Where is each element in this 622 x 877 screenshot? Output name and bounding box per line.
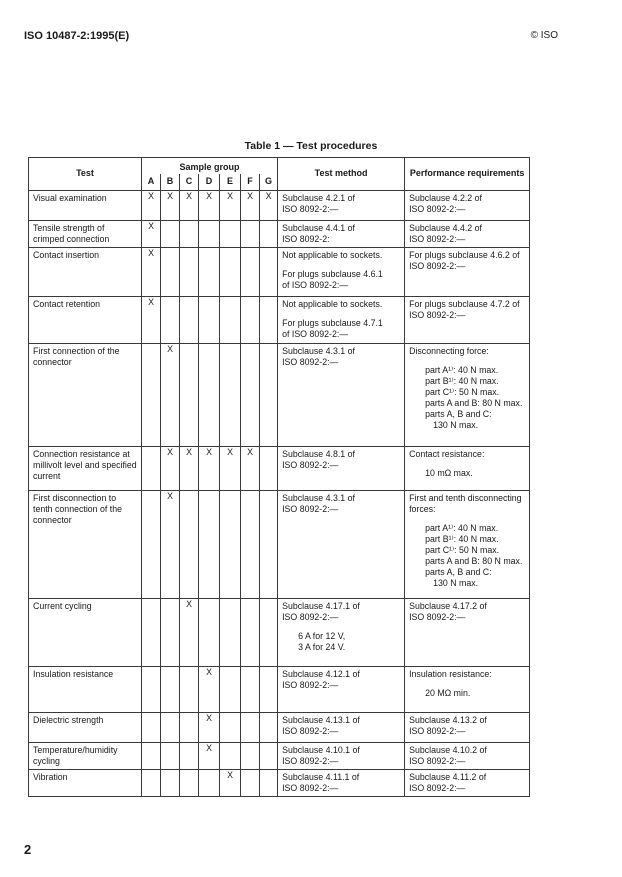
table-row <box>29 296 530 343</box>
header-sample-group: Sample group <box>142 158 278 174</box>
performance-requirement-line: ISO 8092-2:— <box>409 233 466 244</box>
sample-group-mark: X <box>161 446 180 490</box>
sample-group-mark <box>199 343 220 446</box>
test-method-line: ISO 8092-2:— <box>282 679 339 690</box>
performance-requirement <box>405 742 530 769</box>
test-procedures-table <box>28 157 530 797</box>
test-method <box>278 742 405 769</box>
performance-requirement-line: Subclause 4.4.2 of <box>409 223 482 233</box>
sample-group-mark <box>199 490 220 598</box>
sample-group-mark <box>142 742 161 769</box>
sample-group-mark <box>260 712 278 742</box>
test-method-line: Subclause 4.12.1 of <box>282 668 360 679</box>
performance-requirement-line: ISO 8092-2:— <box>409 203 466 214</box>
sample-group-mark <box>180 221 199 248</box>
sample-group-mark <box>180 490 199 598</box>
sample-group-mark <box>142 446 161 490</box>
test-method-line: ISO 8092-2:— <box>282 203 339 214</box>
sample-group-mark: X <box>180 191 199 221</box>
test-name-text: Insulation resistance <box>33 668 114 679</box>
performance-requirement-line: First and tenth disconnecting <box>409 492 522 503</box>
test-method <box>278 247 405 296</box>
performance-requirement-line: Subclause 4.10.2 of <box>409 744 487 755</box>
performance-requirement-line: Subclause 4.13.2 of <box>409 714 487 725</box>
table-row <box>29 712 530 742</box>
test-name-text: First disconnection to tenth connection of the connector <box>33 492 123 525</box>
sample-group-mark <box>180 712 199 742</box>
test-method <box>278 191 405 221</box>
sample-group-mark <box>260 343 278 446</box>
test-name <box>29 490 142 598</box>
header-test: Test <box>29 158 142 191</box>
sample-group-mark: X <box>142 247 161 296</box>
performance-requirement-line: Disconnecting force: <box>409 345 489 356</box>
performance-requirement-line: ISO 8092-2:— <box>409 782 466 793</box>
performance-requirement-detail: parts A, B and C: <box>425 566 492 577</box>
test-method <box>278 712 405 742</box>
test-name-text: Connection resistance at millivolt level and specified current <box>33 448 137 481</box>
sample-group-mark <box>161 598 180 666</box>
header-group-c: C <box>180 174 199 191</box>
sample-group-mark: X <box>142 296 161 343</box>
test-name-text: Contact insertion <box>33 249 100 260</box>
sample-group-mark: X <box>241 446 260 490</box>
performance-requirement <box>405 598 530 666</box>
document-id: ISO 10487-2:1995(E) <box>24 30 130 42</box>
test-method <box>278 296 405 343</box>
performance-requirement-detail: 10 mΩ max. <box>425 467 473 478</box>
test-method <box>278 769 405 796</box>
sample-group-mark <box>241 221 260 248</box>
test-method-line: ISO 8092-2:— <box>282 503 339 514</box>
sample-group-mark <box>260 769 278 796</box>
sample-group-mark <box>180 343 199 446</box>
test-name-text: Dielectric strength <box>33 714 104 725</box>
sample-group-mark <box>260 598 278 666</box>
sample-group-mark <box>142 769 161 796</box>
sample-group-mark: X <box>180 598 199 666</box>
sample-group-mark: X <box>199 446 220 490</box>
header-group-f: F <box>241 174 260 191</box>
sample-group-mark <box>220 247 241 296</box>
test-method-line: Subclause 4.4.1 of <box>282 223 355 233</box>
sample-group-mark: X <box>142 191 161 221</box>
sample-group-mark <box>199 221 220 248</box>
test-name <box>29 712 142 742</box>
sample-group-mark <box>241 343 260 446</box>
sample-group-mark: X <box>260 191 278 221</box>
sample-group-mark: X <box>199 742 220 769</box>
test-method <box>278 598 405 666</box>
test-method <box>278 446 405 490</box>
sample-group-mark <box>142 712 161 742</box>
header-group-a: A <box>142 174 161 191</box>
test-method-line: Subclause 4.11.1 of <box>282 771 360 782</box>
sample-group-mark: X <box>161 191 180 221</box>
test-method-line: Subclause 4.17.1 of <box>282 600 360 611</box>
test-method-line: ISO 8092-2:— <box>282 459 339 470</box>
test-name <box>29 742 142 769</box>
sample-group-mark <box>260 247 278 296</box>
performance-requirement-line: ISO 8092-2:— <box>409 755 466 766</box>
performance-requirement-line: ISO 8092-2:— <box>409 611 466 622</box>
test-method-line: of ISO 8092-2:— <box>282 328 349 339</box>
performance-requirement-detail: part C¹⁾: 50 N max. <box>425 386 500 397</box>
performance-requirement-line: Contact resistance: <box>409 448 485 459</box>
sample-group-mark <box>199 247 220 296</box>
test-method <box>278 490 405 598</box>
test-name <box>29 343 142 446</box>
sample-group-mark <box>161 666 180 712</box>
test-name <box>29 247 142 296</box>
sample-group-mark <box>260 446 278 490</box>
test-name <box>29 598 142 666</box>
sample-group-mark <box>220 343 241 446</box>
performance-requirement-line: ISO 8092-2:— <box>409 309 466 320</box>
performance-requirement <box>405 666 530 712</box>
performance-requirement-detail: part B¹⁾: 40 N max. <box>425 375 499 386</box>
sample-group-mark <box>220 296 241 343</box>
test-method-line: of ISO 8092-2:— <box>282 279 349 290</box>
sample-group-mark: X <box>180 446 199 490</box>
table-row <box>29 490 530 598</box>
performance-requirement <box>405 446 530 490</box>
sample-group-mark <box>241 666 260 712</box>
sample-group-mark <box>142 598 161 666</box>
test-name-text: First connection of the connector <box>33 345 120 367</box>
sample-group-mark <box>180 666 199 712</box>
performance-requirement-detail: 130 N max. <box>433 577 479 588</box>
test-name-text: Vibration <box>33 771 68 782</box>
sample-group-mark <box>199 598 220 666</box>
test-method-line: Subclause 4.3.1 of <box>282 492 355 503</box>
test-method-line: Not applicable to sockets. <box>282 298 383 309</box>
performance-requirement <box>405 490 530 598</box>
test-name <box>29 296 142 343</box>
sample-group-mark <box>161 742 180 769</box>
header-performance: Performance requirements <box>405 158 530 191</box>
copyright-notice: © ISO <box>530 30 558 41</box>
sample-group-mark <box>220 490 241 598</box>
test-name-text: Visual examination <box>33 193 107 203</box>
sample-group-mark: X <box>161 490 180 598</box>
sample-group-mark <box>241 247 260 296</box>
sample-group-mark <box>220 712 241 742</box>
performance-requirement-detail: part B¹⁾: 40 N max. <box>425 533 499 544</box>
sample-group-mark <box>180 247 199 296</box>
sample-group-mark <box>161 296 180 343</box>
sample-group-mark <box>241 742 260 769</box>
sample-group-mark: X <box>142 221 161 248</box>
table-row <box>29 666 530 712</box>
performance-requirement-detail: 130 N max. <box>433 419 479 430</box>
test-method-line: Subclause 4.3.1 of <box>282 345 355 356</box>
test-method-line: Not applicable to sockets. <box>282 249 383 260</box>
performance-requirement <box>405 296 530 343</box>
sample-group-mark <box>220 666 241 712</box>
test-name-text: Current cycling <box>33 600 92 611</box>
header-group-e: E <box>220 174 241 191</box>
performance-requirement-line: Subclause 4.17.2 of <box>409 600 487 611</box>
performance-requirement <box>405 191 530 221</box>
sample-group-mark <box>180 742 199 769</box>
sample-group-mark <box>180 769 199 796</box>
test-method-detail: 3 A for 24 V. <box>298 641 346 652</box>
performance-requirement-detail: 20 MΩ min. <box>425 687 471 698</box>
test-name-text: Contact retention <box>33 298 100 309</box>
table-row <box>29 221 530 248</box>
table-row <box>29 191 530 221</box>
sample-group-mark: X <box>199 666 220 712</box>
sample-group-mark <box>260 742 278 769</box>
test-method-line: For plugs subclause 4.6.1 <box>282 268 383 279</box>
test-method-line: ISO 8092-2:— <box>282 782 339 793</box>
test-method <box>278 343 405 446</box>
test-method-line: Subclause 4.13.1 of <box>282 714 360 725</box>
test-name <box>29 446 142 490</box>
sample-group-mark <box>260 296 278 343</box>
sample-group-mark <box>142 490 161 598</box>
test-method-line: ISO 8092-2:— <box>282 611 339 622</box>
test-name <box>29 769 142 796</box>
performance-requirement <box>405 247 530 296</box>
table-caption: Table 1 — Test procedures <box>244 140 378 152</box>
sample-group-mark <box>142 666 161 712</box>
header-test-method: Test method <box>278 158 405 191</box>
sample-group-mark <box>260 490 278 598</box>
sample-group-mark <box>220 742 241 769</box>
sample-group-mark: X <box>220 191 241 221</box>
test-method-line: ISO 8092-2:— <box>282 356 339 367</box>
performance-requirement-line: Insulation resistance: <box>409 668 492 679</box>
sample-group-mark <box>241 769 260 796</box>
sample-group-mark <box>161 769 180 796</box>
performance-requirement <box>405 769 530 796</box>
sample-group-mark: X <box>199 191 220 221</box>
test-name-text: Temperature/humidity cycling <box>33 744 118 766</box>
test-name <box>29 191 142 221</box>
performance-requirement-detail: parts A and B: 80 N max. <box>425 397 523 408</box>
sample-group-mark: X <box>220 446 241 490</box>
page-number: 2 <box>24 842 32 857</box>
test-method-line: ISO 8092-2:— <box>282 755 339 766</box>
test-method-line: For plugs subclause 4.7.1 <box>282 317 383 328</box>
sample-group-mark <box>241 712 260 742</box>
test-method-line: Subclause 4.2.1 of <box>282 193 355 203</box>
sample-group-mark <box>142 343 161 446</box>
performance-requirement-line: Subclause 4.11.2 of <box>409 771 487 782</box>
sample-group-mark: X <box>241 191 260 221</box>
test-method-line: Subclause 4.10.1 of <box>282 744 360 755</box>
sample-group-mark <box>241 490 260 598</box>
table-row <box>29 769 530 796</box>
table-row <box>29 343 530 446</box>
header-group-b: B <box>161 174 180 191</box>
table-row <box>29 598 530 666</box>
performance-requirement-line: ISO 8092-2:— <box>409 725 466 736</box>
test-name-text: Tensile strength of crimped connection <box>33 223 110 244</box>
sample-group-mark <box>241 598 260 666</box>
sample-group-mark: X <box>220 769 241 796</box>
sample-group-mark <box>199 769 220 796</box>
performance-requirement-detail: parts A and B: 80 N max. <box>425 555 523 566</box>
header-group-d: D <box>199 174 220 191</box>
performance-requirement-line: For plugs subclause 4.6.2 of <box>409 249 520 260</box>
header-group-g: G <box>260 174 278 191</box>
performance-requirement <box>405 343 530 446</box>
test-name <box>29 666 142 712</box>
test-method-detail: 6 A for 12 V, <box>298 630 346 641</box>
sample-group-mark <box>260 221 278 248</box>
table-row <box>29 446 530 490</box>
test-method <box>278 221 405 248</box>
sample-group-mark <box>161 221 180 248</box>
test-method-line: ISO 8092-2:— <box>282 725 339 736</box>
sample-group-mark <box>220 221 241 248</box>
performance-requirement <box>405 712 530 742</box>
test-method <box>278 666 405 712</box>
performance-requirement-detail: part A¹⁾: 40 N max. <box>425 364 499 375</box>
performance-requirement-detail: part A¹⁾: 40 N max. <box>425 522 499 533</box>
test-name <box>29 221 142 248</box>
table-row <box>29 742 530 769</box>
sample-group-mark <box>161 247 180 296</box>
table-row <box>29 247 530 296</box>
sample-group-mark <box>161 712 180 742</box>
performance-requirement <box>405 221 530 248</box>
sample-group-mark: X <box>199 712 220 742</box>
sample-group-mark <box>199 296 220 343</box>
sample-group-mark: X <box>161 343 180 446</box>
test-method-line: Subclause 4.8.1 of <box>282 448 355 459</box>
sample-group-mark <box>241 296 260 343</box>
performance-requirement-line: ISO 8092-2:— <box>409 260 466 271</box>
performance-requirement-line: forces: <box>409 503 436 514</box>
sample-group-mark <box>260 666 278 712</box>
sample-group-mark <box>180 296 199 343</box>
performance-requirement-detail: parts A, B and C: <box>425 408 492 419</box>
performance-requirement-line: For plugs subclause 4.7.2 of <box>409 298 520 309</box>
sample-group-mark <box>220 598 241 666</box>
test-method-line: ISO 8092-2: <box>282 233 330 244</box>
performance-requirement-line: Subclause 4.2.2 of <box>409 193 482 203</box>
performance-requirement-detail: part C¹⁾: 50 N max. <box>425 544 500 555</box>
